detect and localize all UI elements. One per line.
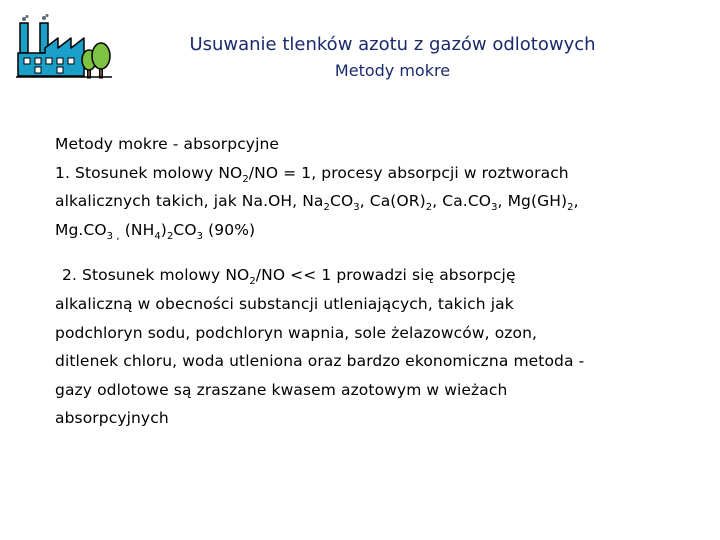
item-2-line-2: alkaliczną w obecności substancji utleniających, takich jak	[55, 294, 514, 313]
item-1-line-3: $Mg.CO_{3 ,}$ $(NH_4)_2CO_3$ (90%)	[55, 220, 256, 242]
page-title: Usuwanie tlenków azotu z gazów odlotowych	[189, 34, 596, 55]
item-2-line-6: absorpcyjnych	[55, 409, 169, 428]
content-body	[55, 130, 685, 433]
item-1-line-2: alkalicznych takich, jak Na.OH, $Na_2CO_3$, $Ca(OR)_2$, $Ca.CO_3$, $Mg(GH)_2$,	[55, 192, 579, 214]
page-subtitle: Metody mokre	[334, 61, 451, 80]
item-1-line-1: 1. Stosunek molowy $NO_2/NO = 1$, procesy absorpcji w roztworach	[55, 163, 569, 185]
item-2-line-5: gazy odlotowe są zraszane kwasem azotowym w wieżach	[55, 380, 508, 399]
item-2-line-3: podchloryn sodu, podchloryn wapnia, sole żelazowców, ozon,	[55, 323, 538, 342]
section-heading: Metody mokre - absorpcyjne	[55, 135, 280, 153]
item-2-line-1: 2. Stosunek molowy $NO_2/NO << 1$ prowadzi się absorpcję	[62, 266, 516, 288]
item-2-line-4: ditlenek chloru, woda utleniona oraz bardzo ekonomiczna metoda -	[55, 352, 585, 371]
